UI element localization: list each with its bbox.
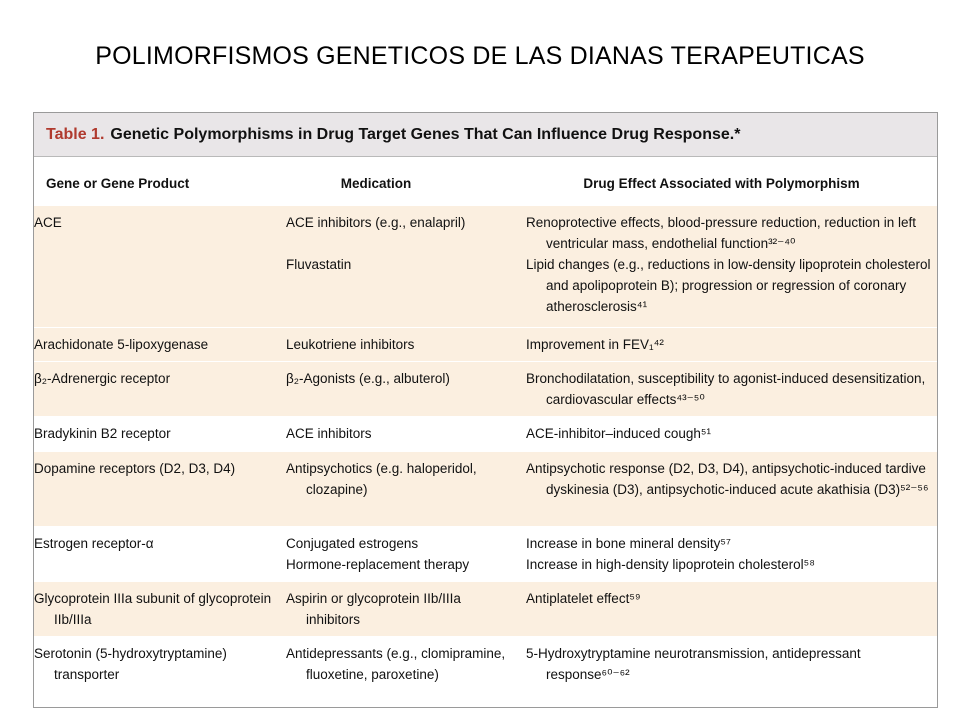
- gene-cell: Bradykinin B2 receptor: [34, 426, 171, 441]
- medication-cell: Antidepressants (e.g., clomipramine, fluoxetine, paroxetine): [286, 646, 506, 682]
- medication-cell: [286, 206, 526, 327]
- effect-cell: Antiplatelet effect⁵⁹: [526, 591, 641, 606]
- medication-line: Conjugated estrogens: [286, 536, 419, 551]
- column-header-gene: Gene or Gene Product: [46, 176, 190, 191]
- medication-line: Hormone-replacement therapy: [286, 557, 470, 572]
- gene-cell: β₂-Adrenergic receptor: [34, 371, 171, 386]
- table-row: [34, 328, 937, 361]
- gene-cell: ACE: [34, 215, 62, 230]
- table-row: [34, 362, 937, 416]
- column-header-row: [34, 157, 937, 206]
- medication-line: ACE inhibitors (e.g., enalapril): [286, 215, 466, 230]
- table-label: Table 1.: [46, 125, 105, 143]
- effect-cell: Improvement in FEV₁⁴²: [526, 337, 664, 352]
- gene-cell: Glycoprotein IIIa subunit of glycoprotein IIb/IIIa: [34, 591, 272, 627]
- table-caption: Genetic Polymorphisms in Drug Target Genes That Can Influence Drug Response.*: [110, 125, 741, 143]
- gene-cell: Serotonin (5-hydroxytryptamine) transporter: [34, 646, 227, 682]
- column-header-effect: Drug Effect Associated with Polymorphism: [583, 176, 860, 191]
- medication-cell: Aspirin or glycoprotein IIb/IIIa inhibitors: [286, 591, 461, 627]
- medication-line: Fluvastatin: [286, 257, 352, 272]
- table-row: [34, 206, 937, 327]
- medication-cell: Antipsychotics (e.g. haloperidol, clozapine): [286, 461, 477, 497]
- effect-line: Increase in high-density lipoprotein cholesterol⁵⁸: [526, 557, 815, 572]
- gene-cell: Arachidonate 5-lipoxygenase: [34, 337, 209, 352]
- effect-line: Increase in bone mineral density⁵⁷: [526, 536, 731, 551]
- effect-cell: Bronchodilatation, susceptibility to agonist-induced desensitization, cardiovascular effects⁴³⁻⁵⁰: [526, 371, 926, 407]
- effect-cell: Antipsychotic response (D2, D3, D4), antipsychotic-induced tardive dyskinesia (D3), antipsychotic-induced acute akathisia (D3)⁵²⁻⁵⁶: [526, 461, 929, 497]
- slide-title: POLIMORFISMOS GENETICOS DE LAS DIANAS TERAPEUTICAS: [95, 42, 865, 70]
- table-row: [34, 452, 937, 526]
- effect-cell: [526, 527, 937, 581]
- table-row: [34, 527, 937, 581]
- medication-cell: ACE inhibitors: [286, 426, 372, 441]
- medication-cell: Leukotriene inhibitors: [286, 337, 415, 352]
- medication-cell: β₂-Agonists (e.g., albuterol): [286, 371, 450, 386]
- gene-cell: Estrogen receptor-α: [34, 536, 154, 551]
- medication-cell: [286, 527, 526, 581]
- table-row: [34, 417, 937, 451]
- effect-line: Renoprotective effects, blood-pressure reduction, reduction in left ventricular mass, endothelial function³²⁻⁴⁰: [526, 215, 916, 251]
- effect-cell: ACE-inhibitor–induced cough⁵¹: [526, 426, 711, 441]
- gene-cell: Dopamine receptors (D2, D3, D4): [34, 461, 236, 476]
- table-row: [34, 637, 937, 693]
- table-caption-bar: [34, 113, 937, 157]
- effect-line: Lipid changes (e.g., reductions in low-density lipoprotein cholesterol and apolipoprotein B); progression or regression of coronary atherosclerosis⁴¹: [526, 257, 931, 314]
- drug-target-table: [33, 112, 938, 708]
- table-row: [34, 582, 937, 636]
- column-header-medication: Medication: [340, 176, 412, 191]
- effect-cell: 5-Hydroxytryptamine neurotransmission, antidepressant response⁶⁰⁻⁶²: [526, 646, 861, 682]
- effect-cell: [526, 206, 937, 327]
